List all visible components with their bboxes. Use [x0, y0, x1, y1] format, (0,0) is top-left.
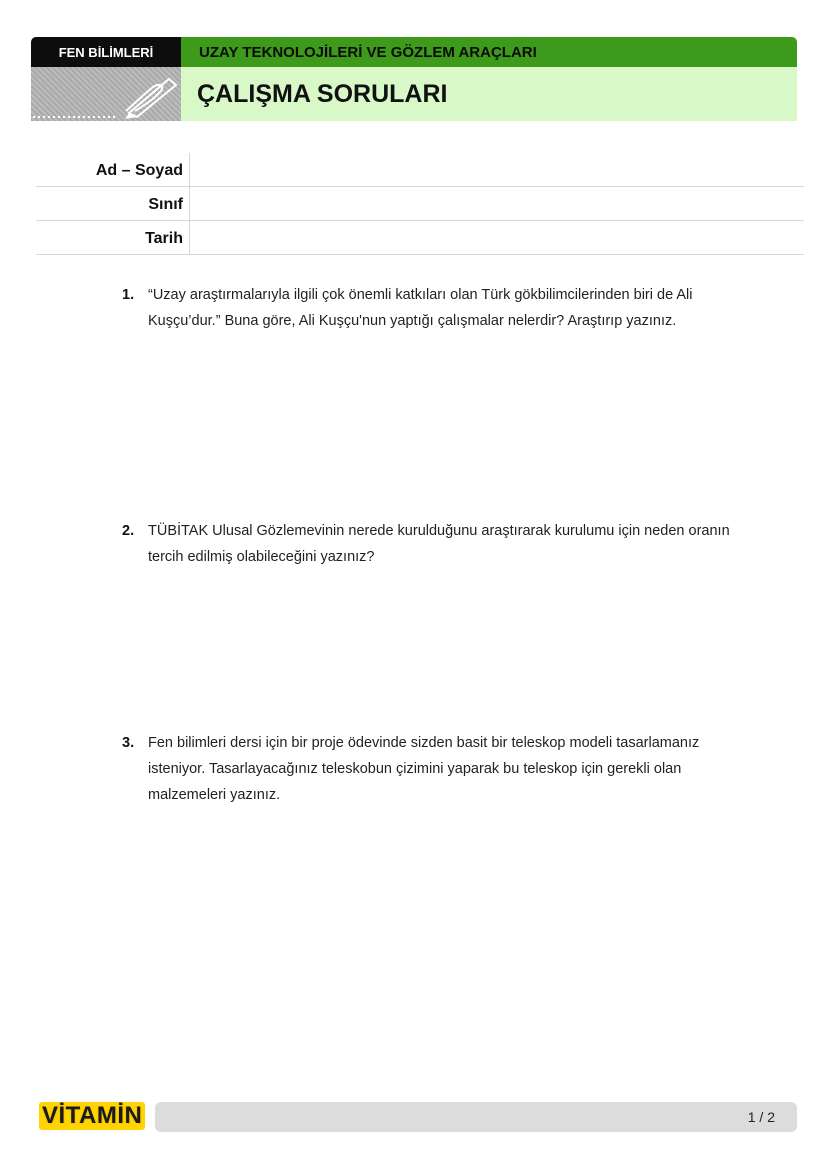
name-row: [36, 153, 804, 187]
date-field[interactable]: [190, 221, 804, 254]
date-row: [36, 221, 804, 255]
class-row: [36, 187, 804, 221]
question-text: Fen bilimleri dersi için bir proje ödevinde sizden basit bir teleskop modeli tasarlamanız isteniyor. Tasarlayacağınız teleskobun çizimini yaparak bu teleskop için gerekli olan malzemeleri yazınız.: [148, 735, 700, 803]
question-number: 2.: [122, 523, 135, 539]
question-1: [122, 282, 752, 334]
name-field[interactable]: [190, 153, 804, 186]
name-label: Ad – Soyad: [36, 153, 190, 186]
pen-writing-icon: [31, 67, 181, 121]
footer-bar: [155, 1102, 797, 1132]
page-footer: [39, 1100, 797, 1132]
question-number: 1.: [122, 287, 135, 303]
question-number: 3.: [122, 735, 135, 751]
brand-logo: VİTAMİN: [39, 1102, 145, 1130]
date-label: Tarih: [36, 221, 190, 254]
class-field[interactable]: [190, 187, 804, 220]
class-label: Sınıf: [36, 187, 190, 220]
page-number: 1 / 2: [747, 1109, 775, 1125]
worksheet-header: [31, 37, 797, 121]
topic-title: UZAY TEKNOLOJİLERİ VE GÖZLEM ARAÇLARI: [181, 37, 797, 67]
page-title: ÇALIŞMA SORULARI: [181, 67, 797, 121]
question-3: [122, 730, 752, 808]
question-text: “Uzay araştırmalarıyla ilgili çok önemli katkıları olan Türk gökbilimcilerinden biri de Ali Kuşçu’dur.” Buna göre, Ali Kuşçu'nun yaptığı çalışmalar nelerdir? Araştırıp yazınız.: [148, 287, 693, 329]
question-text: TÜBİTAK Ulusal Gözlemevinin nerede kurulduğunu araştırarak kurulumu için neden oranın tercih edilmiş olabileceğini yazınız?: [148, 523, 730, 565]
student-info-table: [36, 153, 804, 255]
question-2: [122, 518, 752, 570]
subject-label: FEN BİLİMLERİ: [31, 37, 181, 67]
